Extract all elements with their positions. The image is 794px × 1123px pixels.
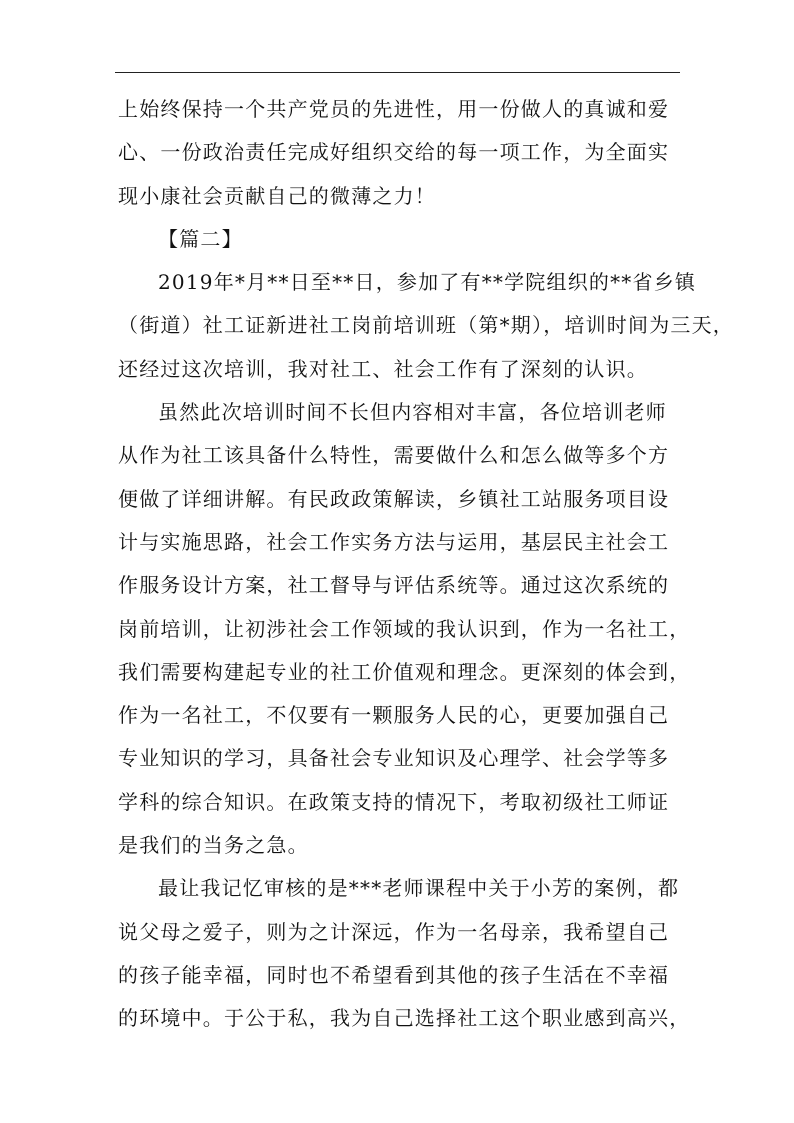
text-line-13: 岗前培训，让初涉社会工作领域的我认识到，作为一名社工， — [118, 616, 691, 641]
text-line-3: 现小康社会贡献自己的微薄之力！ — [118, 183, 436, 208]
text-line-14: 我们需要构建起专业的社工价值观和理念。更深刻的体会到， — [118, 659, 691, 684]
text-line-7: 还经过这次培训，我对社工、社会工作有了深刻的认识。 — [118, 356, 648, 381]
text-line-18: 是我们的当务之急。 — [118, 833, 309, 858]
text-line-15: 作为一名社工，不仅要有一颗服务人民的心，更要加强自己 — [118, 703, 670, 728]
text-line-16: 专业知识的学习，具备社会专业知识及心理学、社会学等多 — [118, 746, 670, 771]
document-body — [118, 88, 734, 1041]
text-line-10: 便做了详细讲解。有民政政策解读，乡镇社工站服务项目设 — [118, 486, 670, 511]
text-line-2: 心、一份政治责任完成好组织交给的每一项工作，为全面实 — [118, 140, 670, 165]
text-line-12: 作服务设计方案，社工督导与评估系统等。通过这次系统的 — [118, 573, 670, 598]
text-line-1: 上始终保持一个共产党员的先进性，用一份做人的真诚和爱 — [118, 97, 670, 121]
text-line-19: 最让我记忆审核的是***老师课程中关于小芳的案例，都 — [158, 876, 680, 901]
text-line-11: 计与实施思路，社会工作实务方法与运用，基层民主社会工 — [118, 529, 670, 554]
text-line-8: 虽然此次培训时间不长但内容相对丰富，各位培训老师 — [158, 400, 667, 425]
text-line-6: （街道）社工证新进社工岗前培训班（第*期），培训时间为三天， — [118, 313, 734, 338]
text-line-17: 学科的综合知识。在政策支持的情况下，考取初级社工师证 — [118, 789, 670, 814]
text-line-5: 2019年*月**日至**日，参加了有**学院组织的**省乡镇 — [158, 270, 697, 295]
section-heading: 【篇二】 — [158, 226, 243, 251]
text-line-22: 的环境中。于公于私，我为自己选择社工这个职业感到高兴， — [118, 1006, 691, 1031]
text-line-9: 从作为社工该具备什么特性，需要做什么和怎么做等多个方 — [118, 443, 670, 468]
text-line-21: 的孩子能幸福，同时也不希望看到其他的孩子生活在不幸福 — [118, 962, 670, 987]
text-line-20: 说父母之爱子，则为之计深远，作为一名母亲，我希望自己 — [118, 919, 670, 944]
header-rule — [115, 72, 680, 73]
